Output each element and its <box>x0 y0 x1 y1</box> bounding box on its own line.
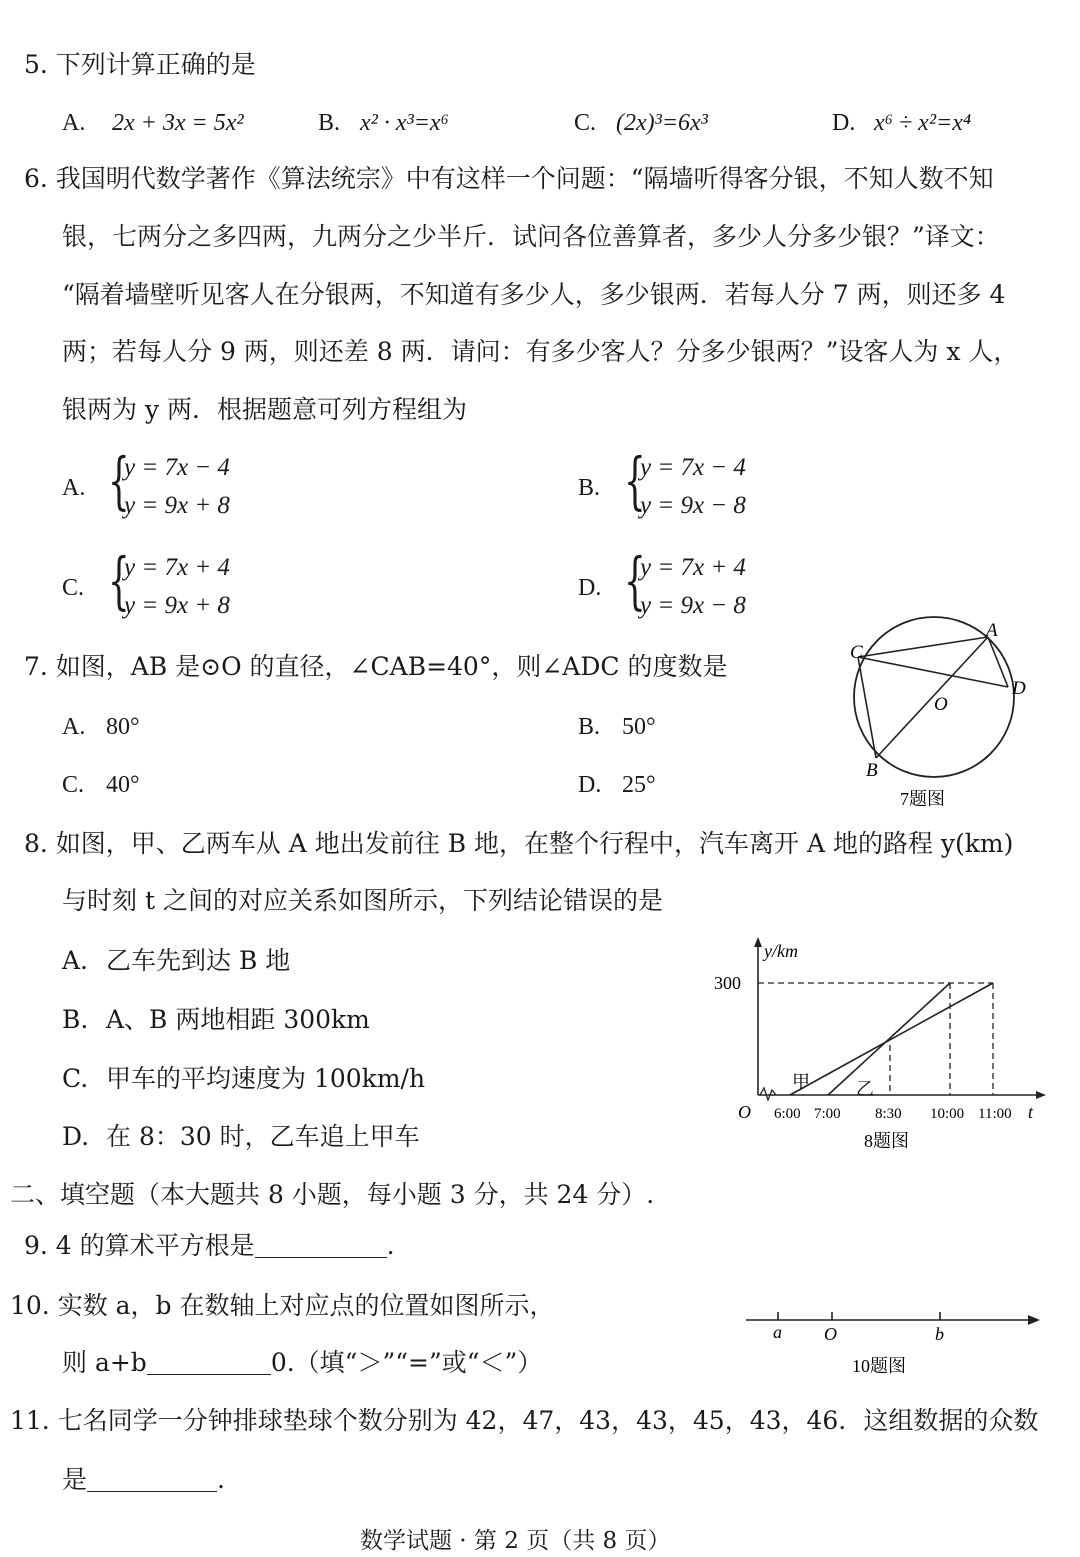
q6-line-5: 银两为 y 两．根据题意可列方程组为 <box>62 395 468 424</box>
q6-option-a-eq2: y = 9x + 8 <box>124 492 230 519</box>
q7-option-d-label: D. <box>578 772 602 798</box>
q8-option-c: 甲车的平均速度为 100km/h <box>106 1064 426 1093</box>
q11-end: . <box>217 1465 225 1494</box>
q5-option-c: (2x)³=6x³ <box>616 110 708 136</box>
q5-option-a-label: A. <box>62 110 86 136</box>
q6-option-d-eq2: y = 9x − 8 <box>640 592 746 619</box>
q10-number-line <box>740 1300 1050 1380</box>
brace-icon: { <box>108 544 130 617</box>
series-yi-label: 乙 <box>856 1079 874 1099</box>
q8-figure-caption: 8题图 <box>864 1131 909 1151</box>
q8-line-1: 8. 如图，甲、乙两车从 A 地出发前往 B 地，在整个行程中，汽车离开 A 地的路程 y(km) <box>24 829 1014 858</box>
q6-option-b-label: B. <box>578 475 601 501</box>
q6-line-1: 6. 我国明代数学著作《算法统宗》中有这样一个问题：“隔墙听得客分银，不知人数不知 <box>24 164 994 193</box>
q8-option-a-label: A. <box>62 946 89 975</box>
q8-option-d-label: D. <box>62 1122 90 1151</box>
brace-icon: { <box>624 544 646 617</box>
q5-option-b-label: B. <box>318 110 341 136</box>
q5-option-c-label: C. <box>574 110 597 136</box>
q10-figure-caption: 10题图 <box>852 1356 906 1376</box>
q6-line-2: 银，七两分之多四两，九两分之少半斤．试问各位善算者，多少人分多少银？”译文： <box>62 222 1000 251</box>
q10-fill-hint: 0.（填“＞”“=”或“＜”） <box>270 1348 543 1377</box>
q6-option-a-label: A. <box>62 475 86 501</box>
q6-option-b-eq2: y = 9x − 8 <box>640 492 746 519</box>
q8-option-b-label: B. <box>62 1005 89 1034</box>
q10-answer-blank[interactable] <box>147 1350 271 1375</box>
q6-option-d-label: D. <box>578 575 602 601</box>
point-c-label: C <box>850 642 863 663</box>
q7-option-d: 25° <box>622 772 656 798</box>
q6-option-b-eq1: y = 7x − 4 <box>640 454 746 481</box>
q10-line-2 <box>62 1348 542 1378</box>
x-tick-700: 7:00 <box>814 1106 841 1122</box>
q8-distance-time-graph <box>700 935 1070 1160</box>
q9-stem: 9. 4 的算术平方根是 <box>24 1231 255 1260</box>
q6-option-c-eq1: y = 7x + 4 <box>124 554 230 581</box>
label-o: O <box>824 1324 837 1344</box>
series-jia-line <box>790 983 993 1095</box>
label-b: b <box>935 1324 944 1344</box>
x-axis-arrow-icon <box>1036 1091 1046 1099</box>
section-2-heading: 二、填空题（本大题共 8 小题，每小题 3 分，共 24 分）. <box>10 1180 655 1209</box>
x-axis-label: t <box>1028 1102 1034 1122</box>
q7-option-a: 80° <box>106 714 140 740</box>
q6-option-c-label: C. <box>62 575 85 601</box>
x-tick-830: 8:30 <box>875 1106 902 1122</box>
series-yi-line <box>828 983 950 1095</box>
q6-option-d-eq1: y = 7x + 4 <box>640 554 746 581</box>
q6-line-3: “隔着墙壁听见客人在分银两，不知道有多少人，多少银两．若每人分 7 两，则还多 4 <box>62 280 1006 309</box>
q5-option-a: 2x + 3x = 5x² <box>112 110 244 136</box>
x-tick-600: 6:00 <box>774 1106 801 1122</box>
q7-option-b: 50° <box>622 714 656 740</box>
q7-figure-caption: 7题图 <box>900 789 945 809</box>
q9-line <box>24 1231 395 1261</box>
y-tick-300: 300 <box>714 973 741 993</box>
q10-expr: 则 a+b <box>62 1348 147 1377</box>
q6-option-a-eq1: y = 7x − 4 <box>124 454 230 481</box>
q11-stem-end: 是 <box>62 1465 88 1494</box>
series-jia-label: 甲 <box>792 1072 810 1092</box>
q8-line-2: 与时刻 t 之间的对应关系如图所示，下列结论错误的是 <box>62 886 663 915</box>
x-tick-1000: 10:00 <box>930 1106 965 1122</box>
q6-line-4: 两；若每人分 9 两，则还差 8 两．请问：有多少客人？分多少银两？”设客人为 x 人， <box>62 337 1019 366</box>
q5-stem: 5. 下列计算正确的是 <box>24 50 256 79</box>
q7-option-b-label: B. <box>578 714 601 740</box>
chord-cb <box>858 657 876 758</box>
origin-label: O <box>738 1102 751 1122</box>
q6-option-c-system <box>108 544 268 624</box>
point-o-label: O <box>934 694 948 715</box>
q11-line-1: 11. 七名同学一分钟排球垫球个数分别为 42，47，43，43，45，43，46．这组数据的众数 <box>10 1406 1039 1435</box>
q8-option-b: A、B 两地相距 300km <box>106 1005 370 1034</box>
chord-cd <box>858 657 1008 687</box>
brace-icon: { <box>108 444 130 517</box>
point-b-label: B <box>866 760 878 781</box>
x-tick-1100: 11:00 <box>978 1106 1012 1122</box>
brace-icon: { <box>624 444 646 517</box>
q7-option-c-label: C. <box>62 772 85 798</box>
y-axis-arrow-icon <box>754 937 762 947</box>
q7-circle-figure <box>840 612 1040 812</box>
axis-break-icon <box>760 1088 776 1100</box>
q8-option-d: 在 8：30 时，乙车追上甲车 <box>106 1122 420 1151</box>
q9-answer-blank[interactable] <box>255 1233 387 1258</box>
label-a: a <box>773 1322 782 1342</box>
q5-option-d: x⁶ ÷ x²=x⁴ <box>874 110 972 136</box>
q9-end: . <box>386 1231 395 1260</box>
q6-option-d-system <box>624 544 784 624</box>
q7-option-a-label: A. <box>62 714 86 740</box>
q8-option-a: 乙车先到达 B 地 <box>106 946 291 975</box>
q5-option-d-label: D. <box>832 110 856 136</box>
y-axis-label: y/km <box>764 941 798 961</box>
diameter-ab <box>876 637 988 758</box>
q11-answer-blank[interactable] <box>87 1467 217 1492</box>
number-line-arrow-icon <box>1028 1315 1040 1325</box>
q8-option-c-label: C. <box>62 1064 89 1093</box>
page-footer: 数学试题 · 第 2 页（共 8 页） <box>360 1528 671 1554</box>
point-a-label: A <box>986 620 998 641</box>
q11-line-2 <box>62 1465 225 1495</box>
point-d-label: D <box>1012 678 1026 699</box>
q7-stem: 7. 如图，AB 是⊙O 的直径，∠CAB=40°，则∠ADC 的度数是 <box>24 652 728 681</box>
q6-option-a-system <box>108 444 268 524</box>
q6-option-c-eq2: y = 9x + 8 <box>124 592 230 619</box>
q5-option-b: x² · x³=x⁶ <box>360 110 449 136</box>
q6-option-b-system <box>624 444 784 524</box>
q10-line-1: 10. 实数 a，b 在数轴上对应点的位置如图所示， <box>10 1291 555 1320</box>
q7-option-c: 40° <box>106 772 140 798</box>
